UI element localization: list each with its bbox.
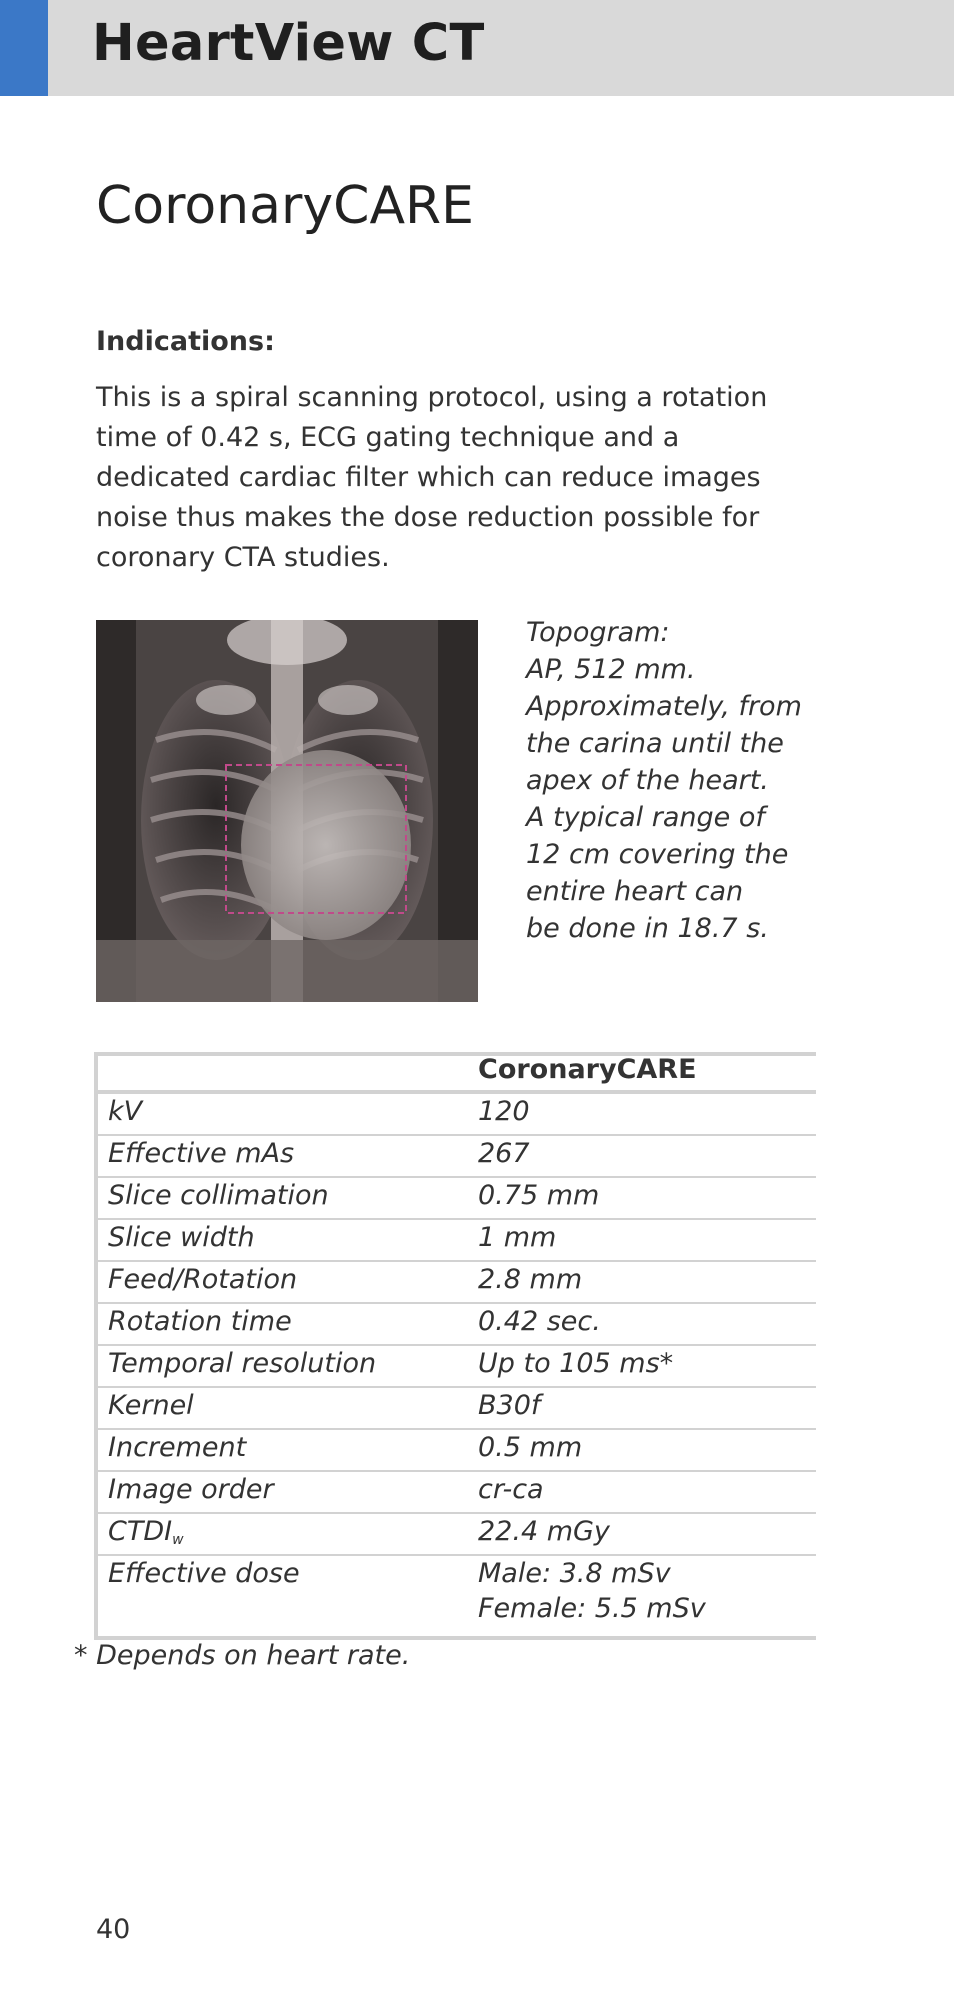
protocol-table: [94, 1052, 816, 1640]
header-title: HeartView CT: [92, 14, 485, 73]
row-label: Slice width: [108, 1222, 255, 1253]
row-label: Image order: [108, 1474, 274, 1505]
table-row: [98, 1220, 816, 1262]
page-header: [0, 0, 954, 96]
row-value: 2.8 mm: [478, 1264, 583, 1295]
table-row: [98, 1094, 816, 1136]
row-value: B30f: [478, 1390, 541, 1421]
row-value: Up to 105 ms*: [478, 1348, 674, 1379]
effective-dose-male: Male: 3.8 mSv: [478, 1558, 671, 1589]
effective-dose-female: Female: 5.5 mSv: [478, 1593, 706, 1624]
table-row: [98, 1178, 816, 1220]
table-header-row: [98, 1056, 816, 1094]
row-value: 1 mm: [478, 1222, 557, 1253]
row-value: 0.75 mm: [478, 1180, 600, 1211]
row-value: 120: [478, 1096, 530, 1127]
table-column-header: CoronaryCARE: [478, 1054, 697, 1085]
row-label: Increment: [108, 1432, 247, 1463]
chest-ct-topogram-icon: [96, 620, 478, 1002]
row-value: 0.42 sec.: [478, 1306, 601, 1337]
row-value: 267: [478, 1138, 530, 1169]
row-label: Rotation time: [108, 1306, 292, 1337]
indications-text: This is a spiral scanning protocol, using a rotation time of 0.42 s, ECG gating technique and a dedicated cardiac filter which can reduce images noise thus makes the dose reduction possible for coronary CTA studies.: [96, 382, 768, 573]
topogram-description: Topogram: AP, 512 mm. Approximately, from the carina until the apex of the heart. A typical range of 12 cm covering the entire heart can be done in 18.7 s.: [526, 617, 802, 944]
footnote: * Depends on heart rate.: [74, 1640, 411, 1671]
row-value: 0.5 mm: [478, 1432, 583, 1463]
table-row: [98, 1346, 816, 1388]
table-row: [98, 1388, 816, 1430]
table-row: [98, 1472, 816, 1514]
topogram-image: [96, 620, 478, 1002]
table-row: [98, 1136, 816, 1178]
header-accent-bar: [0, 0, 48, 96]
table-row: [98, 1262, 816, 1304]
section-title: CoronaryCARE: [96, 176, 475, 236]
row-label: Slice collimation: [108, 1180, 329, 1211]
row-label: Feed/Rotation: [108, 1264, 298, 1295]
table-row: [98, 1430, 816, 1472]
row-label: Kernel: [108, 1390, 194, 1421]
table-row: [98, 1514, 816, 1556]
row-label: Effective mAs: [108, 1138, 295, 1169]
row-value: 22.4 mGy: [478, 1516, 610, 1547]
row-label: [108, 1516, 184, 1548]
indications-label: Indications:: [96, 326, 275, 357]
ctdi-label: CTDI: [108, 1516, 173, 1547]
table-row: [98, 1304, 816, 1346]
row-label: kV: [108, 1096, 143, 1127]
row-value: [478, 1558, 706, 1624]
page-number: 40: [96, 1914, 131, 1945]
row-label: Temporal resolution: [108, 1348, 377, 1379]
table-row: [98, 1556, 816, 1636]
row-label: Effective dose: [108, 1558, 300, 1589]
ctdi-subscript: w: [172, 1532, 184, 1548]
row-value: cr-ca: [478, 1474, 544, 1505]
